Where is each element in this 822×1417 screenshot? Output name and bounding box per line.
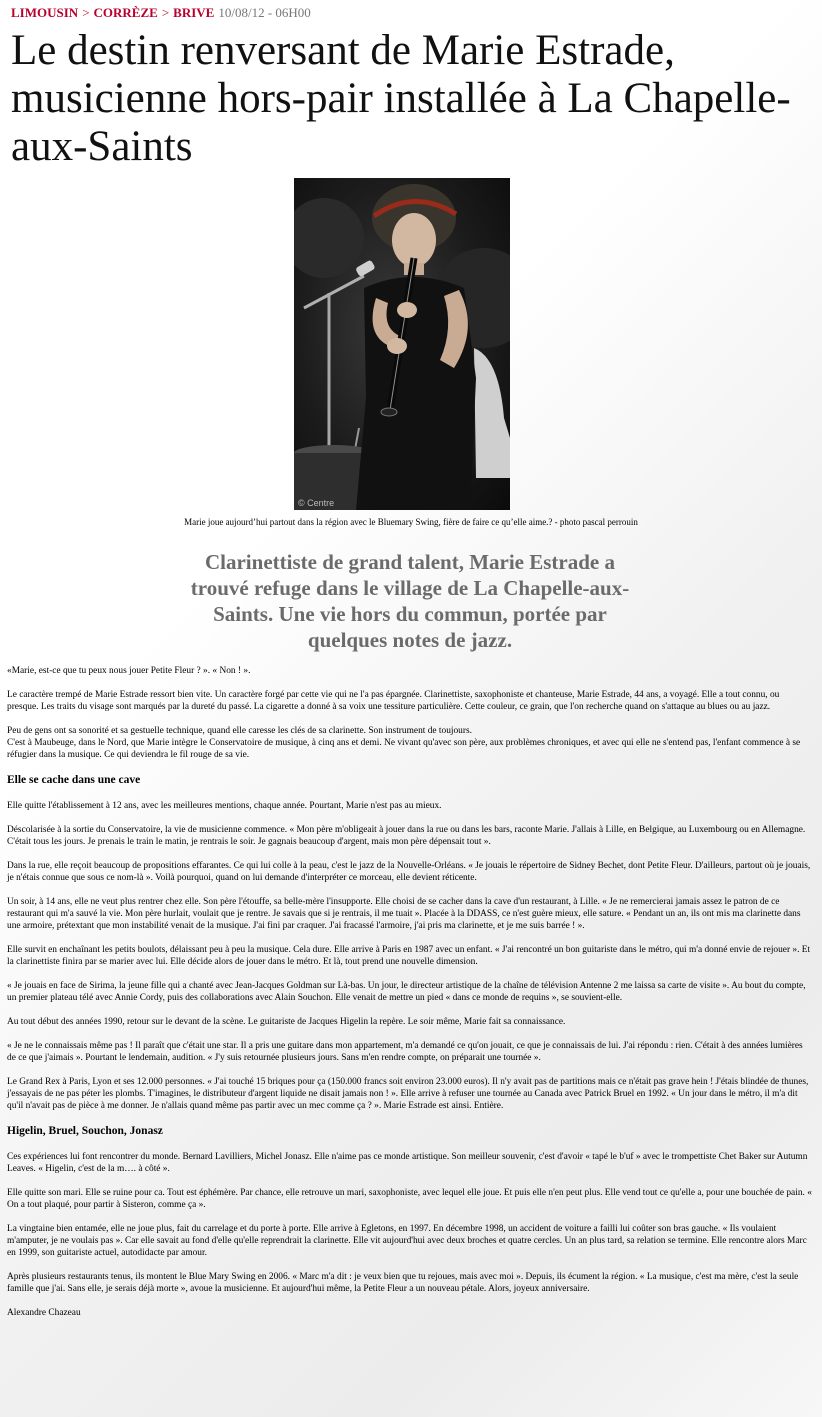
- paragraph-group: [7, 725, 813, 761]
- paragraph: Dans la rue, elle reçoit beaucoup de propositions effarantes. Ce qui lui colle à la peau, c'est le jazz de la Nouvelle-Orléans. « Je jouais le répertoire de Sidney Bechet, dont Petite Fleur. D'ailleurs, partout où je jouais, je n'étais connue que sous ce nom-là ». Voilà pourquoi, quand on lui demande d'interpréter ce morceau, elle devient réticente.: [7, 861, 811, 883]
- photo-credit: © Centre: [298, 498, 335, 508]
- paragraph-line: Peu de gens ont sa sonorité et sa gestuelle technique, quand elle caresse les clés de sa clarinette. Son instrument de toujours.: [7, 726, 472, 736]
- breadcrumb-limousin[interactable]: LIMOUSIN: [11, 5, 79, 20]
- breadcrumb: [11, 4, 311, 21]
- breadcrumb-brive[interactable]: BRIVE: [173, 5, 215, 20]
- publish-date: 10/08/12 - 06H00: [218, 5, 311, 20]
- article-title: Le destin renversant de Marie Estrade, musicienne hors-pair installée à La Chapelle-aux-Saints: [11, 27, 791, 170]
- breadcrumb-correze[interactable]: CORRÈZE: [93, 5, 158, 20]
- subheading: Elle se cache dans une cave: [7, 774, 141, 786]
- author-signature: Alexandre Chazeau: [7, 1308, 81, 1318]
- paragraph: Déscolarisée à la sortie du Conservatoire, la vie de musicienne commence. « Mon père m'obligeait à jouer dans la rue ou dans les bars, raconte Marie. J'allais à Lille, en Belgique, au Luxembourg ou en Allemagne. C'était tous les jours. Je prenais le train le matin, je rentrais le soir. Je gagnais beaucoup d'argent, mais mon père dépensait tout ».: [7, 825, 806, 847]
- paragraph: Elle quitte son mari. Elle se ruine pour ca. Tout est éphémère. Par chance, elle retrouve un mari, saxophoniste, avec lequel elle joue. Et puis elle n'en peut plus. Elle vend tout ce qu'elle a, pour une bouchée de pain. « On a tout plaqué, pour partir à Sisteron, comme ça ».: [7, 1188, 812, 1210]
- article-body: [7, 665, 813, 1331]
- paragraph-line: C'est à Maubeuge, dans le Nord, que Marie intègre le Conservatoire de musique, à cinq ans et demi. Ne vivant qu'avec son père, aux problèmes chroniques, et avec qui elle ne s'entend pas, l'enfant commence à se réfugier dans la musique. Ce qui deviendra le fil rouge de sa vie.: [7, 738, 801, 760]
- article-lead: Clarinettiste de grand talent, Marie Estrade a trouvé refuge dans le village de La Chapelle-aux-Saints. Une vie hors du commun, portée par quelques notes de jazz.: [190, 550, 630, 652]
- paragraph: Après plusieurs restaurants tenus, ils montent le Blue Mary Swing en 2006. « Marc m'a dit : je veux bien que tu rejoues, mais avec moi ». Depuis, ils écument la région. « La musique, c'est ma mère, c'est la seule famille que j'ai. Sans elle, je serais déjà morte », avoue la musicienne. Et aujourd'hui même, la Petite Fleur a un nouveau pétale. Alors, joyeux anniversaire.: [7, 1272, 799, 1294]
- paragraph: Elle survit en enchaînant les petits boulots, délaissant peu à peu la musique. Cela dure. Elle arrive à Paris en 1987 avec un enfant. « J'ai rencontré un bon guitariste dans le métro, qui m'a donné envie de rejouer ». Et la clarinettiste finira par se marier avec lui. Elle décide alors de jouer dans le métro. Et là, tout prend une nouvelle dimension.: [7, 945, 811, 967]
- paragraph: «Marie, est-ce que tu peux nous jouer Petite Fleur ? ». « Non ! ».: [7, 666, 251, 676]
- paragraph: Ces expériences lui font rencontrer du monde. Bernard Lavilliers, Michel Jonasz. Elle n'aime pas ce monde artistique. Son meilleur souvenir, c'est d'avoir « tapé le b'uf » avec le trompettiste Chet Baker sur Autumn Leaves. « Higelin, c'est de la m…. à côté ».: [7, 1152, 808, 1174]
- subheading: Higelin, Bruel, Souchon, Jonasz: [7, 1125, 163, 1137]
- breadcrumb-separator: >: [82, 5, 90, 20]
- paragraph: Le caractère trempé de Marie Estrade ressort bien vite. Un caractère forgé par cette vie qui ne l'a pas épargnée. Clarinettiste, saxophoniste et chanteuse, Marie Estrade, 44 ans, a voyagé. Elle a tout connu, ou presque. Les traits du visage sont marqués par la dureté du passé. La cigarette a donné à sa voix une tessiture particulière. Cette couleur, ce grain, que l'on recherche quand on s'attaque au blues ou au jazz.: [7, 690, 780, 712]
- article-photo[interactable]: [294, 178, 510, 510]
- paragraph: « Je ne le connaissais même pas ! Il paraît que c'était une star. Il a pris une guitare dans mon appartement, m'a demandé ce qu'on jouait, ce que je connaissais de lui. J'ai répondu : rien. C'était à des années lumières de ce que j'aimais ». Pourtant le lendemain, audition. « J'y suis retournée plusieurs jours. Sans m'en rendre compte, on préparait une tournée ».: [7, 1041, 803, 1063]
- paragraph: « Je jouais en face de Sirima, la jeune fille qui a chanté avec Jean-Jacques Goldman sur Là-bas. Un jour, le directeur artistique de la chaîne de télévision Antenne 2 me laissa sa carte de visite ». Au bout du compte, un premier plateau télé avec Annie Cordy, puis des collaborations avec Alain Souchon. Elle venait de mettre un pied « dans ce monde de requins », se souvient-elle.: [7, 981, 806, 1003]
- paragraph: La vingtaine bien entamée, elle ne joue plus, fait du carrelage et du porte à porte. Elle arrive à Egletons, en 1997. En décembre 1998, un accident de voiture a failli lui coûter son bras gauche. « Ils voulaient m'amputer, je ne voulais pas ». Car elle savait au fond d'elle qu'elle reprendrait la clarinette. Elle vit aujourd'hui avec deux broches et quatre cercles. Un an plus tard, sa relation se termine. Elle rencontre alors Marc en 1999, son guitariste actuel, autodidacte par amour.: [7, 1224, 807, 1258]
- paragraph: Elle quitte l'établissement à 12 ans, avec les meilleures mentions, chaque année. Pourtant, Marie n'est pas au mieux.: [7, 801, 442, 811]
- photo-caption: Marie joue aujourd’hui partout dans la région avec le Bluemary Swing, fière de faire ce qu’elle aime.? - photo pascal perrouin: [184, 517, 638, 527]
- breadcrumb-separator: >: [161, 5, 170, 20]
- paragraph: Un soir, à 14 ans, elle ne veut plus rentrer chez elle. Son père l'étouffe, sa belle-mère l'insupporte. Elle choisi de se cacher dans la cave d'un restaurant, à Lille. « Je ne remercierai jamais assez le patron de ce restaurant qui m'a sauvé la vie. Mon père hurlait, voulait que je rentre. Je savais que si je rentrais, il me tuait ». Placée à la DDASS, ce n'est guère mieux, elle sature. « Pendant un an, ils ont mis ma clarinette dans une armoire, prétextant que mon instabilité venait de la musique. J'ai fini par craquer. J'ai fracassé l'armoire, j'ai pris ma clarinette, et je me suis barrée ! ».: [7, 897, 801, 931]
- musician-clarinet-illustration: [294, 178, 510, 510]
- paragraph: Au tout début des années 1990, retour sur le devant de la scène. Le guitariste de Jacques Higelin la repère. Le soir même, Marie fait sa connaissance.: [7, 1017, 566, 1027]
- paragraph: Le Grand Rex à Paris, Lyon et ses 12.000 personnes. « J'ai touché 15 briques pour ça (150.000 francs soit environ 23.000 euros). Il n'y avait pas de partitions mais ce n'était pas grave hein ! J'étais blindée de thunes, j'essayais de ne pas péter les plombs. T'imagines, le distributeur d'argent liquide ne disait jamais non ! ». Elle arrive à refuser une tournée au Canada avec Patrick Bruel en 1992. « Un jour dans le métro, il m'a dit qu'il n'avait pas de pièce à me donner. Je n'allais quand même pas partir avec un mec comme ça ? ». Marie Estrade est ainsi. Entière.: [7, 1077, 809, 1111]
